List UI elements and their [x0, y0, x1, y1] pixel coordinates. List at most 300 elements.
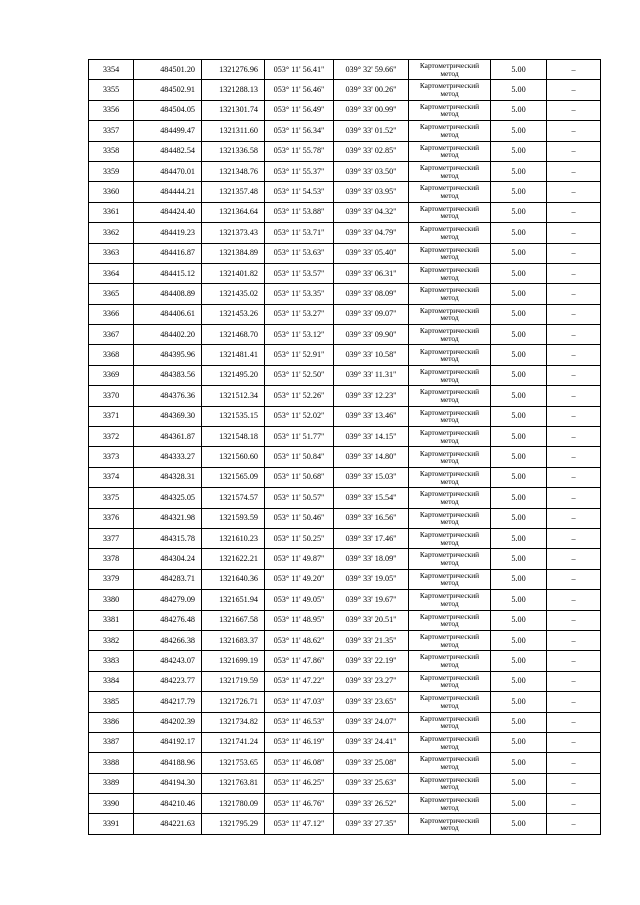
table-row	[89, 161, 601, 181]
x-coordinate-cell: 484304.24	[134, 549, 202, 569]
latitude-cell: 053° 11' 46.53"	[265, 712, 334, 732]
point-number-cell: 3365	[89, 284, 134, 304]
table-row	[89, 223, 601, 243]
latitude-cell: 053° 11' 48.62"	[265, 630, 334, 650]
point-number-cell: 3372	[89, 427, 134, 447]
method-cell: Картометрический метод	[409, 345, 491, 365]
longitude-cell: 039° 33' 03.95"	[334, 182, 409, 202]
y-coordinate-cell: 1321726.71	[202, 692, 265, 712]
longitude-cell: 039° 33' 19.05"	[334, 569, 409, 589]
method-cell: Картометрический метод	[409, 467, 491, 487]
method-cell: Картометрический метод	[409, 223, 491, 243]
y-coordinate-cell: 1321348.76	[202, 161, 265, 181]
note-cell: –	[547, 590, 601, 610]
longitude-cell: 039° 33' 25.08"	[334, 753, 409, 773]
accuracy-cell: 5.00	[491, 528, 547, 548]
table-row	[89, 406, 601, 426]
longitude-cell: 039° 33' 22.19"	[334, 651, 409, 671]
note-cell: –	[547, 753, 601, 773]
latitude-cell: 053° 11' 52.26"	[265, 386, 334, 406]
y-coordinate-cell: 1321535.15	[202, 406, 265, 426]
point-number-cell: 3382	[89, 630, 134, 650]
method-cell: Картометрический метод	[409, 610, 491, 630]
x-coordinate-cell: 484333.27	[134, 447, 202, 467]
accuracy-cell: 5.00	[491, 80, 547, 100]
x-coordinate-cell: 484210.46	[134, 794, 202, 814]
method-cell: Картометрический метод	[409, 386, 491, 406]
longitude-cell: 039° 33' 04.32"	[334, 202, 409, 222]
note-cell: –	[547, 284, 601, 304]
note-cell: –	[547, 121, 601, 141]
x-coordinate-cell: 484223.77	[134, 671, 202, 691]
longitude-cell: 039° 33' 15.54"	[334, 488, 409, 508]
y-coordinate-cell: 1321780.09	[202, 794, 265, 814]
y-coordinate-cell: 1321453.26	[202, 304, 265, 324]
latitude-cell: 053° 11' 47.86"	[265, 651, 334, 671]
x-coordinate-cell: 484482.54	[134, 141, 202, 161]
y-coordinate-cell: 1321548.18	[202, 427, 265, 447]
latitude-cell: 053° 11' 56.46"	[265, 80, 334, 100]
x-coordinate-cell: 484395.96	[134, 345, 202, 365]
longitude-cell: 039° 33' 00.26"	[334, 80, 409, 100]
y-coordinate-cell: 1321357.48	[202, 182, 265, 202]
latitude-cell: 053° 11' 47.22"	[265, 671, 334, 691]
note-cell: –	[547, 814, 601, 834]
accuracy-cell: 5.00	[491, 794, 547, 814]
note-cell: –	[547, 141, 601, 161]
y-coordinate-cell: 1321364.64	[202, 202, 265, 222]
method-cell: Картометрический метод	[409, 263, 491, 283]
table-row	[89, 60, 601, 80]
y-coordinate-cell: 1321336.58	[202, 141, 265, 161]
method-cell: Картометрический метод	[409, 549, 491, 569]
note-cell: –	[547, 60, 601, 80]
point-number-cell: 3379	[89, 569, 134, 589]
latitude-cell: 053° 11' 46.25"	[265, 773, 334, 793]
point-number-cell: 3380	[89, 590, 134, 610]
longitude-cell: 039° 33' 23.27"	[334, 671, 409, 691]
method-cell: Картометрический метод	[409, 325, 491, 345]
table-row	[89, 121, 601, 141]
latitude-cell: 053° 11' 46.76"	[265, 794, 334, 814]
y-coordinate-cell: 1321373.43	[202, 223, 265, 243]
x-coordinate-cell: 484444.21	[134, 182, 202, 202]
x-coordinate-cell: 484383.56	[134, 365, 202, 385]
x-coordinate-cell: 484266.38	[134, 630, 202, 650]
method-cell: Картометрический метод	[409, 794, 491, 814]
y-coordinate-cell: 1321667.58	[202, 610, 265, 630]
longitude-cell: 039° 33' 18.09"	[334, 549, 409, 569]
y-coordinate-cell: 1321468.70	[202, 325, 265, 345]
table-row	[89, 651, 601, 671]
accuracy-cell: 5.00	[491, 263, 547, 283]
table-row	[89, 447, 601, 467]
longitude-cell: 039° 33' 17.46"	[334, 528, 409, 548]
accuracy-cell: 5.00	[491, 345, 547, 365]
x-coordinate-cell: 484419.23	[134, 223, 202, 243]
x-coordinate-cell: 484369.30	[134, 406, 202, 426]
longitude-cell: 039° 33' 04.79"	[334, 223, 409, 243]
table-row	[89, 263, 601, 283]
table-row	[89, 284, 601, 304]
point-number-cell: 3376	[89, 508, 134, 528]
accuracy-cell: 5.00	[491, 304, 547, 324]
accuracy-cell: 5.00	[491, 712, 547, 732]
table-row	[89, 427, 601, 447]
accuracy-cell: 5.00	[491, 651, 547, 671]
table-row	[89, 202, 601, 222]
latitude-cell: 053° 11' 48.95"	[265, 610, 334, 630]
method-cell: Картометрический метод	[409, 427, 491, 447]
point-number-cell: 3378	[89, 549, 134, 569]
table-row	[89, 712, 601, 732]
y-coordinate-cell: 1321651.94	[202, 590, 265, 610]
x-coordinate-cell: 484188.96	[134, 753, 202, 773]
point-number-cell: 3359	[89, 161, 134, 181]
accuracy-cell: 5.00	[491, 447, 547, 467]
table-row	[89, 345, 601, 365]
y-coordinate-cell: 1321640.36	[202, 569, 265, 589]
method-cell: Картометрический метод	[409, 161, 491, 181]
note-cell: –	[547, 243, 601, 263]
note-cell: –	[547, 100, 601, 120]
point-number-cell: 3355	[89, 80, 134, 100]
note-cell: –	[547, 794, 601, 814]
y-coordinate-cell: 1321435.02	[202, 284, 265, 304]
accuracy-cell: 5.00	[491, 549, 547, 569]
table-row	[89, 630, 601, 650]
table-row	[89, 182, 601, 202]
longitude-cell: 039° 33' 24.07"	[334, 712, 409, 732]
note-cell: –	[547, 773, 601, 793]
longitude-cell: 039° 32' 59.66"	[334, 60, 409, 80]
accuracy-cell: 5.00	[491, 753, 547, 773]
x-coordinate-cell: 484276.48	[134, 610, 202, 630]
x-coordinate-cell: 484408.89	[134, 284, 202, 304]
y-coordinate-cell: 1321565.09	[202, 467, 265, 487]
note-cell: –	[547, 447, 601, 467]
method-cell: Картометрический метод	[409, 712, 491, 732]
latitude-cell: 053° 11' 46.19"	[265, 732, 334, 752]
y-coordinate-cell: 1321512.34	[202, 386, 265, 406]
note-cell: –	[547, 712, 601, 732]
latitude-cell: 053° 11' 47.03"	[265, 692, 334, 712]
x-coordinate-cell: 484499.47	[134, 121, 202, 141]
accuracy-cell: 5.00	[491, 590, 547, 610]
coordinates-table	[88, 59, 601, 835]
point-number-cell: 3356	[89, 100, 134, 120]
point-number-cell: 3368	[89, 345, 134, 365]
y-coordinate-cell: 1321401.82	[202, 263, 265, 283]
method-cell: Картометрический метод	[409, 814, 491, 834]
x-coordinate-cell: 484328.31	[134, 467, 202, 487]
method-cell: Картометрический метод	[409, 630, 491, 650]
latitude-cell: 053° 11' 56.34"	[265, 121, 334, 141]
table-row	[89, 753, 601, 773]
note-cell: –	[547, 345, 601, 365]
longitude-cell: 039° 33' 27.35"	[334, 814, 409, 834]
note-cell: –	[547, 304, 601, 324]
latitude-cell: 053° 11' 53.12"	[265, 325, 334, 345]
method-cell: Картометрический метод	[409, 447, 491, 467]
accuracy-cell: 5.00	[491, 284, 547, 304]
y-coordinate-cell: 1321384.89	[202, 243, 265, 263]
method-cell: Картометрический метод	[409, 243, 491, 263]
method-cell: Картометрический метод	[409, 732, 491, 752]
point-number-cell: 3370	[89, 386, 134, 406]
latitude-cell: 053° 11' 52.50"	[265, 365, 334, 385]
note-cell: –	[547, 671, 601, 691]
accuracy-cell: 5.00	[491, 121, 547, 141]
note-cell: –	[547, 610, 601, 630]
accuracy-cell: 5.00	[491, 406, 547, 426]
accuracy-cell: 5.00	[491, 671, 547, 691]
point-number-cell: 3358	[89, 141, 134, 161]
point-number-cell: 3388	[89, 753, 134, 773]
latitude-cell: 053° 11' 53.27"	[265, 304, 334, 324]
note-cell: –	[547, 161, 601, 181]
x-coordinate-cell: 484402.20	[134, 325, 202, 345]
longitude-cell: 039° 33' 11.31"	[334, 365, 409, 385]
accuracy-cell: 5.00	[491, 60, 547, 80]
x-coordinate-cell: 484192.17	[134, 732, 202, 752]
table-row	[89, 325, 601, 345]
note-cell: –	[547, 732, 601, 752]
longitude-cell: 039° 33' 03.50"	[334, 161, 409, 181]
y-coordinate-cell: 1321574.57	[202, 488, 265, 508]
accuracy-cell: 5.00	[491, 386, 547, 406]
method-cell: Картометрический метод	[409, 284, 491, 304]
x-coordinate-cell: 484321.98	[134, 508, 202, 528]
latitude-cell: 053° 11' 50.57"	[265, 488, 334, 508]
point-number-cell: 3360	[89, 182, 134, 202]
table-row	[89, 386, 601, 406]
table-row	[89, 467, 601, 487]
x-coordinate-cell: 484325.05	[134, 488, 202, 508]
latitude-cell: 053° 11' 53.57"	[265, 263, 334, 283]
y-coordinate-cell: 1321593.59	[202, 508, 265, 528]
accuracy-cell: 5.00	[491, 161, 547, 181]
note-cell: –	[547, 406, 601, 426]
table-row	[89, 549, 601, 569]
accuracy-cell: 5.00	[491, 692, 547, 712]
latitude-cell: 053° 11' 54.53"	[265, 182, 334, 202]
longitude-cell: 039° 33' 09.90"	[334, 325, 409, 345]
point-number-cell: 3383	[89, 651, 134, 671]
longitude-cell: 039° 33' 08.09"	[334, 284, 409, 304]
table-row	[89, 569, 601, 589]
table-row	[89, 100, 601, 120]
point-number-cell: 3366	[89, 304, 134, 324]
point-number-cell: 3384	[89, 671, 134, 691]
table-row	[89, 141, 601, 161]
latitude-cell: 053° 11' 56.41"	[265, 60, 334, 80]
method-cell: Картометрический метод	[409, 202, 491, 222]
note-cell: –	[547, 427, 601, 447]
longitude-cell: 039° 33' 21.35"	[334, 630, 409, 650]
x-coordinate-cell: 484243.07	[134, 651, 202, 671]
longitude-cell: 039° 33' 14.15"	[334, 427, 409, 447]
point-number-cell: 3375	[89, 488, 134, 508]
longitude-cell: 039° 33' 05.40"	[334, 243, 409, 263]
latitude-cell: 053° 11' 52.02"	[265, 406, 334, 426]
accuracy-cell: 5.00	[491, 610, 547, 630]
point-number-cell: 3374	[89, 467, 134, 487]
accuracy-cell: 5.00	[491, 427, 547, 447]
method-cell: Картометрический метод	[409, 121, 491, 141]
longitude-cell: 039° 33' 02.85"	[334, 141, 409, 161]
latitude-cell: 053° 11' 55.37"	[265, 161, 334, 181]
accuracy-cell: 5.00	[491, 630, 547, 650]
table-row	[89, 243, 601, 263]
latitude-cell: 053° 11' 49.87"	[265, 549, 334, 569]
y-coordinate-cell: 1321741.24	[202, 732, 265, 752]
method-cell: Картометрический метод	[409, 773, 491, 793]
note-cell: –	[547, 223, 601, 243]
x-coordinate-cell: 484217.79	[134, 692, 202, 712]
method-cell: Картометрический метод	[409, 528, 491, 548]
longitude-cell: 039° 33' 16.56"	[334, 508, 409, 528]
x-coordinate-cell: 484202.39	[134, 712, 202, 732]
note-cell: –	[547, 386, 601, 406]
point-number-cell: 3369	[89, 365, 134, 385]
method-cell: Картометрический метод	[409, 651, 491, 671]
table-row	[89, 732, 601, 752]
longitude-cell: 039° 33' 15.03"	[334, 467, 409, 487]
method-cell: Картометрический метод	[409, 100, 491, 120]
table-row	[89, 814, 601, 834]
y-coordinate-cell: 1321795.29	[202, 814, 265, 834]
method-cell: Картометрический метод	[409, 569, 491, 589]
table-row	[89, 80, 601, 100]
method-cell: Картометрический метод	[409, 80, 491, 100]
table-body	[89, 60, 601, 835]
latitude-cell: 053° 11' 53.35"	[265, 284, 334, 304]
method-cell: Картометрический метод	[409, 508, 491, 528]
y-coordinate-cell: 1321699.19	[202, 651, 265, 671]
accuracy-cell: 5.00	[491, 202, 547, 222]
method-cell: Картометрический метод	[409, 590, 491, 610]
accuracy-cell: 5.00	[491, 223, 547, 243]
accuracy-cell: 5.00	[491, 325, 547, 345]
point-number-cell: 3361	[89, 202, 134, 222]
table-row	[89, 671, 601, 691]
note-cell: –	[547, 182, 601, 202]
longitude-cell: 039° 33' 10.58"	[334, 345, 409, 365]
latitude-cell: 053° 11' 55.78"	[265, 141, 334, 161]
latitude-cell: 053° 11' 49.05"	[265, 590, 334, 610]
x-coordinate-cell: 484361.87	[134, 427, 202, 447]
y-coordinate-cell: 1321301.74	[202, 100, 265, 120]
longitude-cell: 039° 33' 26.52"	[334, 794, 409, 814]
point-number-cell: 3389	[89, 773, 134, 793]
note-cell: –	[547, 202, 601, 222]
latitude-cell: 053° 11' 56.49"	[265, 100, 334, 120]
accuracy-cell: 5.00	[491, 773, 547, 793]
x-coordinate-cell: 484424.40	[134, 202, 202, 222]
x-coordinate-cell: 484221.63	[134, 814, 202, 834]
y-coordinate-cell: 1321560.60	[202, 447, 265, 467]
x-coordinate-cell: 484502.91	[134, 80, 202, 100]
method-cell: Картометрический метод	[409, 182, 491, 202]
accuracy-cell: 5.00	[491, 814, 547, 834]
latitude-cell: 053° 11' 50.25"	[265, 528, 334, 548]
point-number-cell: 3386	[89, 712, 134, 732]
note-cell: –	[547, 508, 601, 528]
point-number-cell: 3364	[89, 263, 134, 283]
accuracy-cell: 5.00	[491, 467, 547, 487]
y-coordinate-cell: 1321753.65	[202, 753, 265, 773]
x-coordinate-cell: 484283.71	[134, 569, 202, 589]
point-number-cell: 3371	[89, 406, 134, 426]
x-coordinate-cell: 484504.05	[134, 100, 202, 120]
longitude-cell: 039° 33' 25.63"	[334, 773, 409, 793]
y-coordinate-cell: 1321276.96	[202, 60, 265, 80]
longitude-cell: 039° 33' 13.46"	[334, 406, 409, 426]
longitude-cell: 039° 33' 23.65"	[334, 692, 409, 712]
point-number-cell: 3377	[89, 528, 134, 548]
table-row	[89, 304, 601, 324]
y-coordinate-cell: 1321763.81	[202, 773, 265, 793]
latitude-cell: 053° 11' 53.71"	[265, 223, 334, 243]
x-coordinate-cell: 484470.01	[134, 161, 202, 181]
note-cell: –	[547, 692, 601, 712]
x-coordinate-cell: 484416.87	[134, 243, 202, 263]
note-cell: –	[547, 467, 601, 487]
point-number-cell: 3390	[89, 794, 134, 814]
latitude-cell: 053° 11' 51.77"	[265, 427, 334, 447]
y-coordinate-cell: 1321288.13	[202, 80, 265, 100]
longitude-cell: 039° 33' 19.67"	[334, 590, 409, 610]
y-coordinate-cell: 1321622.21	[202, 549, 265, 569]
y-coordinate-cell: 1321495.20	[202, 365, 265, 385]
accuracy-cell: 5.00	[491, 141, 547, 161]
accuracy-cell: 5.00	[491, 732, 547, 752]
table-row	[89, 794, 601, 814]
note-cell: –	[547, 651, 601, 671]
accuracy-cell: 5.00	[491, 569, 547, 589]
table-row	[89, 488, 601, 508]
latitude-cell: 053° 11' 50.46"	[265, 508, 334, 528]
table-row	[89, 610, 601, 630]
point-number-cell: 3367	[89, 325, 134, 345]
latitude-cell: 053° 11' 49.20"	[265, 569, 334, 589]
longitude-cell: 039° 33' 14.80"	[334, 447, 409, 467]
note-cell: –	[547, 488, 601, 508]
method-cell: Картометрический метод	[409, 60, 491, 80]
accuracy-cell: 5.00	[491, 365, 547, 385]
table-row	[89, 773, 601, 793]
table-row	[89, 508, 601, 528]
point-number-cell: 3363	[89, 243, 134, 263]
method-cell: Картометрический метод	[409, 365, 491, 385]
note-cell: –	[547, 365, 601, 385]
table-row	[89, 528, 601, 548]
note-cell: –	[547, 528, 601, 548]
method-cell: Картометрический метод	[409, 141, 491, 161]
x-coordinate-cell: 484194.30	[134, 773, 202, 793]
note-cell: –	[547, 549, 601, 569]
note-cell: –	[547, 630, 601, 650]
point-number-cell: 3381	[89, 610, 134, 630]
longitude-cell: 039° 33' 01.52"	[334, 121, 409, 141]
latitude-cell: 053° 11' 50.68"	[265, 467, 334, 487]
point-number-cell: 3391	[89, 814, 134, 834]
x-coordinate-cell: 484415.12	[134, 263, 202, 283]
note-cell: –	[547, 80, 601, 100]
method-cell: Картометрический метод	[409, 304, 491, 324]
note-cell: –	[547, 263, 601, 283]
